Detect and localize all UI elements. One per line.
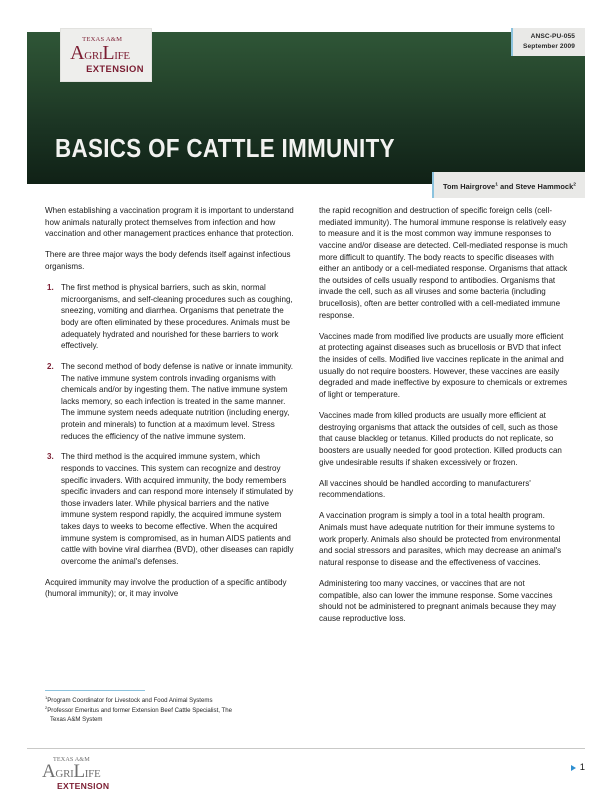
- list-item-number: 3.: [47, 452, 54, 462]
- page-number-block: [571, 762, 585, 773]
- publication-id-box: [511, 28, 585, 56]
- publication-date: September 2009: [523, 42, 575, 50]
- logo-line-texas-am: TEXAS A&M: [82, 36, 123, 43]
- body-paragraph: Vaccines made from modified live products are usually more efficient at protecting against diseases such as brucellosis or BVD that infect the insides of cells. Modified live vaccines replicate in the animal and usually do not require boosters. However, these vaccines are easily degraded and made ineffective by exposure to chemicals or extremes of light or temperature.: [319, 331, 568, 399]
- footnote-2-cont: Texas A&M System: [50, 716, 103, 724]
- author-byline-box: [432, 172, 585, 198]
- logo-line-extension: EXTENSION: [86, 62, 144, 74]
- lead-in-paragraph: There are three major ways the body defends itself against infectious organisms.: [45, 250, 291, 271]
- defense-methods-list: [45, 282, 294, 567]
- list-item-text: The second method of body defense is native or innate immunity. The native immune system controls invading organisms with chemicals and/or by ingesting them. The native immune system lacks memory, so each infection is treated in the same manner. The immune system needs adequate nutrition (including energy, protein and minerals) to function at a maximum level. Stress reduces the efficiency of the native immune system.: [61, 361, 294, 441]
- list-item-text: The third method is the acquired immune system, which responds to vaccines. This system can recognize and destroy specific invaders. With acquired immunity, the body remembers specific invaders and can respond more intensely if stimulated by those invaders later. While physical barriers and the native immune system respond rapidly, the acquired immune system takes days to weeks to become effective. When the acquired immune system is compromised, as in human AIDS patients and cattle with bovine viral diarrhea (BVD), other diseases can rapidly overcome the animal's defenses.: [61, 452, 294, 566]
- body-paragraph: Vaccines made from killed products are usually more efficient at destroying organisms that attack the outsides of cell, such as those that cause blackleg or tetanus. Killed products do not replicate, so boosters are usually needed for good protection. Killed products can give undesirable results if shaken excessively or frozen.: [319, 411, 562, 467]
- list-item: [45, 451, 294, 567]
- footnote-2: $^2$Professor Emeritus and former Extension Beef Cattle Specialist, The: [45, 704, 233, 714]
- footnotes-block: [45, 690, 297, 725]
- left-column: [45, 205, 294, 634]
- logo-line-agrilife: AgriLife: [70, 41, 130, 64]
- page-title: BASICS OF CATTLE IMMUNITY: [55, 133, 395, 163]
- list-item-text: The first method is physical barriers, such as skin, normal microorganisms, and self-cleaning procedures such as coughing, sneezing, vomiting and diarrhea. Organisms that penetrate the body are often eliminated by these procedures. Animals must be adequately hydrated and nourished for these barriers to work effectively.: [61, 283, 293, 351]
- agrilife-extension-logo: [60, 28, 152, 82]
- intro-paragraph: When establishing a vaccination program it is important to understand how animals naturally protect themselves from infection and how vaccination and other management practices enhance that protection.: [45, 206, 294, 239]
- publication-id: ANSC-PU-055: [530, 33, 575, 40]
- list-item-number: 1.: [47, 283, 54, 293]
- body-paragraph: Administering too many vaccines, or vaccines that are not compatible, also can lower the immune response. Some vaccines should not be administered to pregnant animals because they may cause reproductive loss.: [319, 579, 557, 623]
- footnote-1: $^1$Program Coordinator for Livestock and Food Animal Systems: [45, 694, 213, 704]
- list-item: [45, 361, 294, 442]
- body-columns: [45, 205, 569, 634]
- footnote-divider: [45, 690, 145, 691]
- body-paragraph: the rapid recognition and destruction of specific foreign cells (cell-mediated immunity). The humoral immune response is relatively easy to measure and it is the most common way immune responses to vaccine and/or disease are detected. Cell-mediated response is much more difficult to quantify. The body reacts to specific diseases with either an antibody or a cell-mediated response. Organisms that attack the outsides of cells usually respond to antibodies. Organisms that invade the cell, such as all viruses and some bacteria (including brucellosis), often are better controlled with a cell-mediated immune response.: [319, 206, 568, 320]
- body-paragraph: All vaccines should be handled according to manufacturers' recommendations.: [319, 478, 531, 500]
- triangle-marker-icon: [571, 765, 576, 771]
- body-paragraph: A vaccination program is simply a tool in a total health program. Animals must have adequate nutrition for their immune systems to work properly. Animals also should be protected from environmental and social stressors and parasites, which may decrease an animal's natural response to disease and the effectiveness of vaccines.: [319, 511, 562, 567]
- page-number: 1: [579, 762, 585, 773]
- list-item-number: 2.: [47, 361, 54, 371]
- closing-paragraph: Acquired immunity may involve the production of a specific antibody (humoral immunity); or, it may involve: [45, 577, 287, 599]
- footer-divider: [27, 748, 585, 749]
- footer-logo-line-extension: EXTENSION: [57, 781, 110, 792]
- author-byline: Tom Hairgrove$^1$ and Steve Hammock$^2$: [442, 182, 576, 191]
- right-column: [319, 205, 568, 634]
- list-item: [45, 282, 294, 352]
- footer-logo-line-texas-am: TEXAS A&M: [53, 756, 90, 763]
- footer-logo-line-agrilife: AgriLife: [42, 761, 101, 783]
- footer-agrilife-logo: [42, 757, 109, 791]
